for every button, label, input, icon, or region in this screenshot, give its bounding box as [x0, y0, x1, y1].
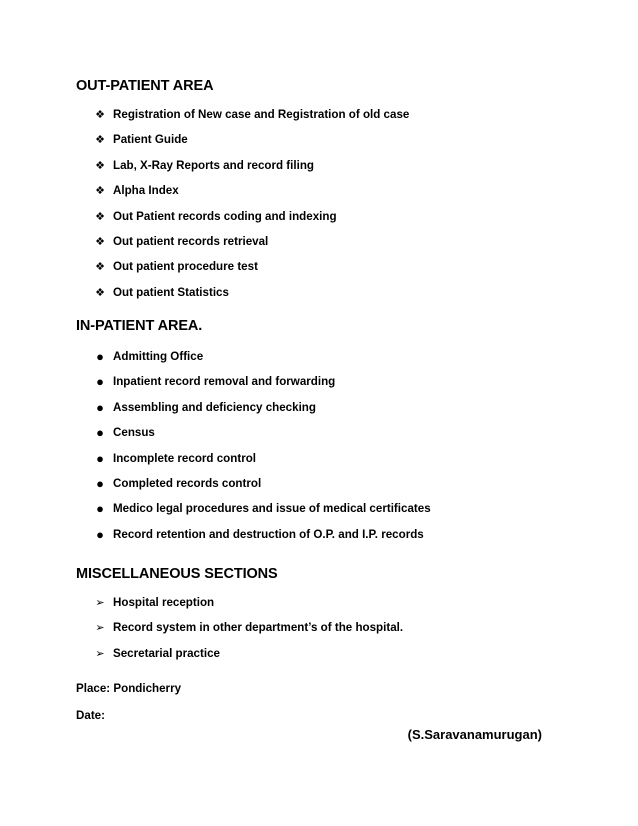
diamond-bullet-icon: ❖ [95, 134, 105, 147]
out-patient-heading: OUT-PATIENT AREA [76, 78, 214, 94]
list-item-text: Patient Guide [113, 133, 188, 147]
list-item-text: Completed records control [113, 476, 262, 490]
dot-bullet-icon: ● [96, 450, 104, 466]
list-item-text: Out Patient records coding and indexing [113, 209, 337, 223]
dot-bullet-icon: ● [96, 349, 104, 364]
list-item-text: Medico legal procedures and issue of medical certificates [113, 502, 431, 516]
miscellaneous-heading: MISCELLANEOUS SECTIONS [76, 566, 278, 582]
list-item-text: Lab, X-Ray Reports and record filing [113, 158, 314, 172]
arrow-bullet-icon: ➢ [95, 622, 105, 635]
list-item-text: Assembling and deficiency checking [113, 400, 316, 414]
place-line: Place: Pondicherry [76, 682, 182, 695]
signature-name: (S.Saravanamurugan) [407, 727, 542, 742]
list-item-text: Hospital reception [113, 596, 215, 609]
list-item-text: Out patient procedure test [113, 260, 258, 274]
dot-bullet-icon: ● [96, 526, 104, 542]
diamond-bullet-icon: ❖ [95, 261, 105, 274]
dot-bullet-icon: ● [96, 475, 104, 491]
arrow-bullet-icon: ➢ [95, 647, 105, 660]
diamond-bullet-icon: ❖ [95, 210, 105, 223]
list-item-text: Record system in other department’s of the hospital. [113, 621, 404, 635]
list-item-text: Out patient records retrieval [113, 234, 269, 248]
date-line: Date: [76, 709, 105, 722]
list-item-text: Record retention and destruction of O.P. and I.P. records [113, 527, 424, 541]
list-item-text: Registration of New case and Registration of old case [113, 108, 410, 121]
in-patient-heading: IN-PATIENT AREA. [76, 318, 203, 334]
list-item-text: Census [113, 426, 155, 440]
diamond-bullet-icon: ❖ [95, 235, 105, 248]
dot-bullet-icon: ● [96, 501, 104, 517]
list-item-text: Incomplete record control [113, 451, 257, 465]
list-item-text: Alpha Index [113, 184, 179, 198]
diamond-bullet-icon: ❖ [95, 185, 105, 198]
diamond-bullet-icon: ❖ [95, 286, 105, 299]
dot-bullet-icon: ● [96, 425, 104, 441]
arrow-bullet-icon: ➢ [95, 597, 105, 609]
dot-bullet-icon: ● [96, 374, 104, 390]
diamond-bullet-icon: ❖ [95, 159, 105, 172]
list-item-text: Admitting Office [113, 350, 204, 363]
list-item-text: Secretarial practice [113, 646, 220, 660]
dot-bullet-icon: ● [96, 399, 104, 415]
list-item-text: Out patient Statistics [113, 285, 229, 299]
list-item-text: Inpatient record removal and forwarding [113, 375, 336, 389]
diamond-bullet-icon: ❖ [95, 109, 105, 121]
